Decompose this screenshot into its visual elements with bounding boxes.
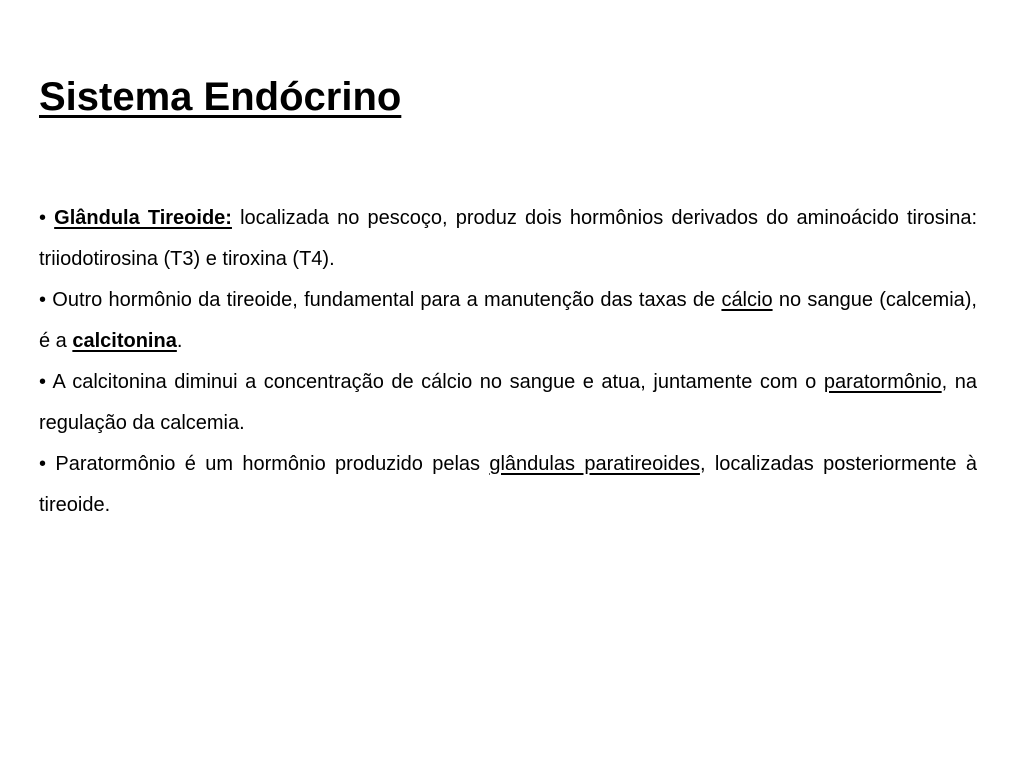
- bullet-text-start: Outro hormônio da tireoide, fundamental para a manutenção das taxas de: [46, 289, 722, 311]
- bullet-text-end: , localizadas posteriormente à tireoide.: [39, 453, 977, 516]
- link-paratormonio[interactable]: paratormônio: [823, 371, 942, 393]
- bullet-regulacao: [39, 362, 977, 444]
- link-calcitonina[interactable]: calcitonina: [72, 330, 177, 352]
- term-glandula-tireoide: Glândula Tireoide:: [54, 207, 232, 229]
- bullet-text: localizada no pescoço, produz dois hormônios derivados do aminoácido tirosina: triiodotirosina (T3) e tiroxina (T4).: [39, 207, 978, 270]
- bullet-text-start: A calcitonina diminui a concentração de cálcio no sangue e atua, juntamente com o: [46, 371, 824, 393]
- bullet-calcitonina: [39, 280, 977, 362]
- link-glandulas-paratireoides[interactable]: glândulas paratireoides: [489, 453, 700, 475]
- bullet-tireoide: [39, 198, 977, 280]
- bullet-text-end: .: [176, 330, 183, 352]
- bullet-text-start: Paratormônio é um hormônio produzido pelas: [46, 453, 490, 475]
- slide-content: [39, 198, 977, 526]
- bullet-text-middle: no sangue (calcemia), é a: [39, 289, 977, 352]
- bullet-text-end: , na regulação da calcemia.: [39, 371, 978, 434]
- bullet-marker: •: [39, 453, 47, 475]
- bullet-marker: •: [39, 371, 47, 393]
- link-calcio[interactable]: cálcio: [721, 289, 773, 311]
- slide-title: Sistema Endócrino: [39, 75, 402, 119]
- bullet-paratireoides: [39, 444, 977, 526]
- bullet-marker: •: [39, 207, 47, 229]
- bullet-marker: •: [39, 289, 47, 311]
